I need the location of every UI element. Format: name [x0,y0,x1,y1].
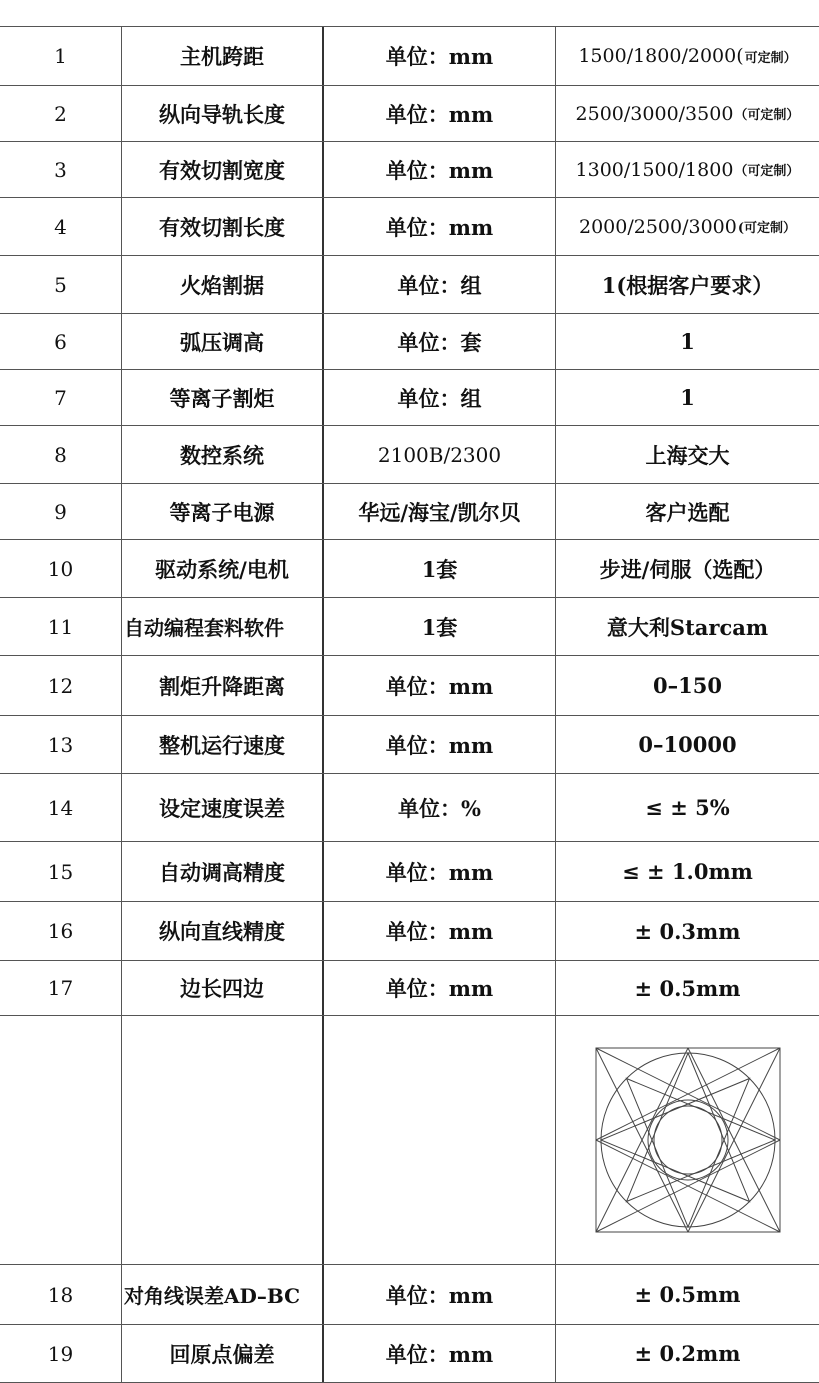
row-number: 19 [47,1341,74,1366]
table-row [0,961,819,1016]
table-row [0,142,819,198]
param-value: ≤ ± 1.0mm [555,842,819,901]
row-number: 12 [47,673,74,698]
param-value [555,142,819,197]
row-number: 9 [54,499,67,524]
param-value: 步进/伺服（选配） [555,540,819,597]
table-row [0,26,819,86]
param-value: 1 [555,314,819,369]
table-row-diagram [0,1016,819,1265]
table-row [0,902,819,961]
param-unit: 单位：mm [322,961,555,1015]
param-unit: 1套 [322,598,555,655]
param-name: 纵向直线精度 [121,902,322,960]
empty-cell [0,1016,121,1264]
param-value: 1 [555,370,819,425]
param-value [555,86,819,141]
table-row [0,716,819,774]
param-unit: 单位：mm [322,656,555,715]
table-row [0,314,819,370]
param-unit: 单位：mm [322,27,555,85]
value-text: 2000/2500/3000 [578,215,737,238]
row-number: 17 [47,976,74,1000]
param-name: 有效切割长度 [121,198,322,255]
value-note: (可定制） [737,221,797,236]
table-row [0,656,819,716]
value-text: 1500/1800/2000( [578,45,744,67]
param-unit: 单位：套 [322,314,555,369]
row-number: 15 [47,859,74,884]
param-name: 回原点偏差 [121,1325,322,1382]
param-name: 割炬升降距离 [121,656,322,715]
row-number: 13 [47,732,74,757]
table-row [0,540,819,598]
param-unit: 单位：mm [322,1265,555,1324]
row-number: 8 [54,442,67,467]
table-row [0,198,819,256]
row-number: 11 [47,614,74,639]
param-value: 0–10000 [555,716,819,773]
param-value: ± 0.5mm [555,961,819,1015]
param-name: 纵向导轨长度 [121,86,322,141]
param-name: 数控系统 [121,426,322,483]
empty-cell [121,1016,322,1264]
param-unit: 单位：% [322,774,555,841]
test-cut-pattern-icon [592,1044,784,1236]
param-unit: 单位：mm [322,198,555,255]
param-name: 等离子电源 [121,484,322,539]
param-name: 自动调高精度 [121,842,322,901]
param-value: 意大利Starcam [555,598,819,655]
param-unit: 单位：mm [322,902,555,960]
param-name: 等离子割炬 [121,370,322,425]
table-row [0,842,819,902]
table-row [0,1265,819,1325]
row-number: 10 [47,556,74,581]
value-text: 2500/3000/3500 [575,102,734,125]
param-value [555,198,819,255]
param-unit: 单位：mm [322,1325,555,1382]
param-value: ± 0.5mm [555,1265,819,1324]
table-row [0,774,819,842]
param-name: 弧压调高 [121,314,322,369]
value-note: 可定制） [744,50,797,66]
param-value: 客户选配 [555,484,819,539]
value-note: （可定制） [734,108,800,123]
diagram-cell [555,1016,819,1264]
table-row [0,256,819,314]
value-note: （可定制） [734,164,800,179]
param-name: 自动编程套料软件 [121,598,322,655]
param-unit: 单位：组 [322,256,555,313]
param-unit: 单位：mm [322,86,555,141]
param-unit: 单位：mm [322,142,555,197]
table-row [0,86,819,142]
param-value: 1(根据客户要求） [555,256,819,313]
param-value: 0–150 [555,656,819,715]
row-number: 5 [54,272,67,297]
param-name: 主机跨距 [121,27,322,85]
row-number: 1 [54,44,67,68]
table-row [0,1325,819,1383]
param-name: 有效切割宽度 [121,142,322,197]
param-value [555,27,819,85]
row-number: 18 [47,1282,74,1307]
param-unit: 2100B/2300 [322,426,555,483]
param-unit: 华远/海宝/凯尔贝 [322,484,555,539]
value-text: 1300/1500/1800 [575,158,734,181]
param-name: 对角线误差AD–BC [121,1265,322,1324]
row-number: 3 [54,157,67,182]
table-row [0,598,819,656]
param-name: 边长四边 [121,961,322,1015]
table-row [0,370,819,426]
param-name: 火焰割据 [121,256,322,313]
param-value: ± 0.2mm [555,1325,819,1382]
param-unit: 单位：组 [322,370,555,425]
param-value: ± 0.3mm [555,902,819,960]
param-unit: 1套 [322,540,555,597]
row-number: 6 [54,329,67,354]
empty-cell [322,1016,555,1264]
row-number: 14 [47,795,74,820]
param-name: 设定速度误差 [121,774,322,841]
table-row [0,484,819,540]
param-name: 驱动系统/电机 [121,540,322,597]
row-number: 7 [54,385,67,410]
row-number: 16 [47,919,74,943]
param-value: ≤ ± 5% [555,774,819,841]
param-unit: 单位：mm [322,716,555,773]
param-name: 整机运行速度 [121,716,322,773]
param-value: 上海交大 [555,426,819,483]
table-row [0,426,819,484]
row-number: 2 [54,101,67,126]
param-unit: 单位：mm [322,842,555,901]
row-number: 4 [54,214,67,239]
